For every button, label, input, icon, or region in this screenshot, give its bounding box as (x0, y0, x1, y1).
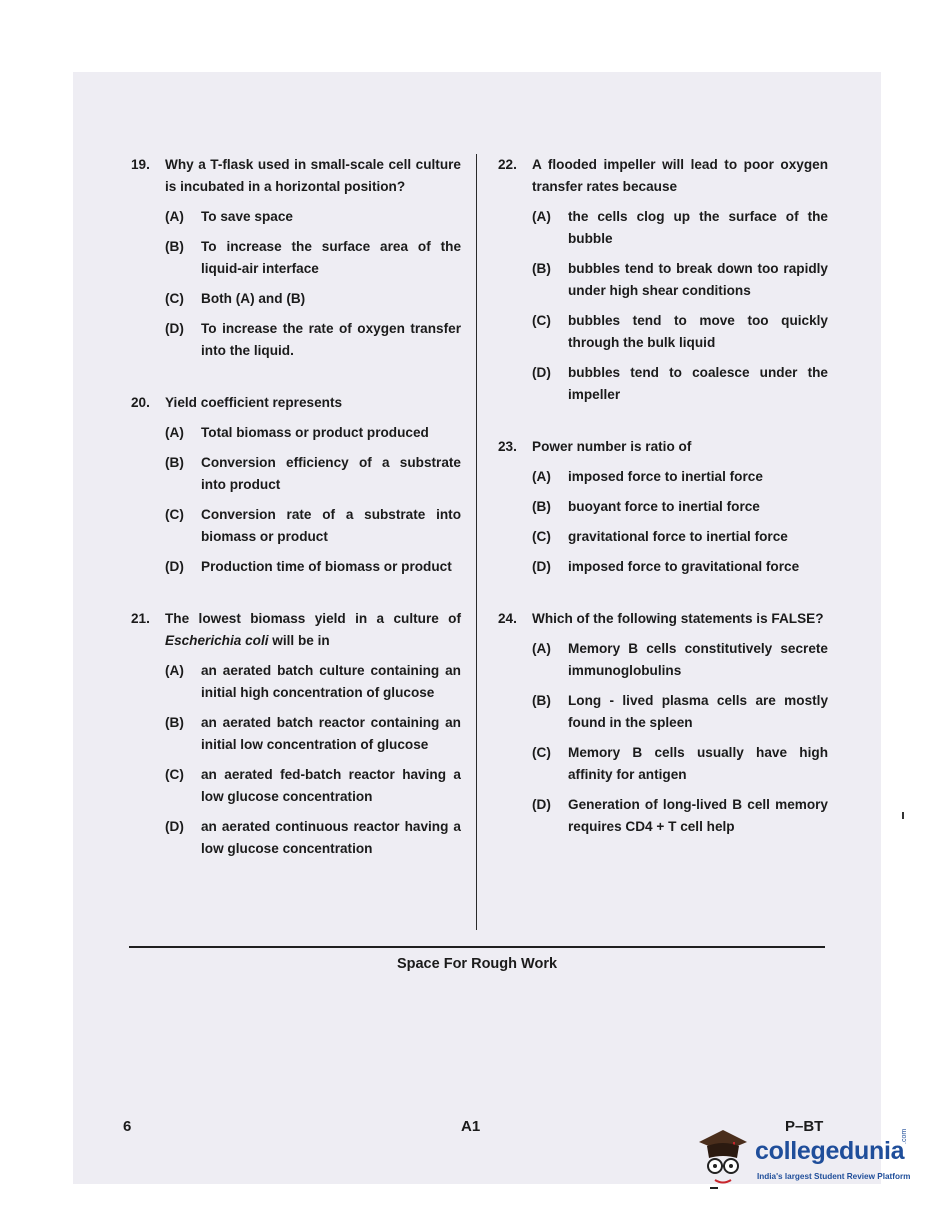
option-letter: (C) (532, 529, 551, 544)
option-text: Long - lived plasma cells are mostly found in the spleen (568, 693, 828, 730)
option-text: Conversion rate of a substrate into biomass or product (201, 507, 461, 544)
question-24 (498, 608, 828, 838)
option-letter: (B) (532, 499, 551, 514)
option-text: To increase the surface area of the liquid-air interface (201, 239, 461, 276)
logo-wordmark: collegedunia (755, 1137, 905, 1165)
option-letter: (B) (165, 455, 184, 470)
option-text: Memory B cells constitutively secrete immunoglobulins (568, 641, 828, 678)
question-19 (131, 154, 461, 362)
option-letter: (A) (165, 209, 184, 224)
option (165, 660, 461, 704)
option-letter: (A) (532, 641, 551, 656)
option (532, 638, 828, 682)
option-letter: (D) (165, 321, 184, 336)
option-letter: (B) (532, 261, 551, 276)
question-number: 23. (498, 439, 517, 454)
option-letter: (B) (532, 693, 551, 708)
option (532, 466, 828, 488)
margin-mark (902, 812, 904, 819)
option (165, 288, 461, 310)
option-text: To save space (201, 209, 293, 224)
paper-code: P–BT (785, 1118, 824, 1135)
option-letter: (C) (165, 507, 184, 522)
option (532, 742, 828, 786)
question-text: Yield coefficient represents (165, 395, 343, 410)
question-text: Which of the following statements is FALSE? (532, 611, 824, 626)
question-number: 22. (498, 157, 517, 172)
option-letter: (D) (165, 819, 184, 834)
booklet-set: A1 (461, 1118, 481, 1135)
question-23 (498, 436, 828, 578)
option (532, 556, 828, 578)
option-letter: (D) (165, 559, 184, 574)
option-letter: (A) (532, 209, 551, 224)
logo-tagline: India's largest Student Review Platform (757, 1172, 911, 1181)
page-number: 6 (123, 1118, 132, 1135)
option (532, 690, 828, 734)
option-text: Total biomass or product produced (201, 425, 429, 440)
option (532, 362, 828, 406)
question-text: Why a T-flask used in small-scale cell culture is incubated in a horizontal position? (165, 157, 461, 194)
option-text: Production time of biomass or product (201, 559, 452, 574)
option-text: Both (A) and (B) (201, 291, 306, 306)
option (165, 712, 461, 756)
option (165, 556, 461, 578)
option-letter: (A) (165, 663, 184, 678)
option-text: Generation of long-lived B cell memory requires CD4 + T cell help (568, 797, 828, 834)
question-number: 24. (498, 611, 517, 626)
option-text: imposed force to inertial force (568, 469, 763, 484)
option (532, 206, 828, 250)
option (532, 310, 828, 354)
option-letter: (C) (165, 291, 184, 306)
option-letter: (D) (532, 797, 551, 812)
mascot-icon (697, 1128, 749, 1188)
option (532, 496, 828, 518)
question-22 (498, 154, 828, 406)
option (165, 452, 461, 496)
logo-domain: .com (901, 1128, 908, 1144)
option-letter: (A) (532, 469, 551, 484)
left-column (131, 154, 461, 860)
option-letter: (B) (165, 239, 184, 254)
option-text: the cells clog up the surface of the bubble (568, 209, 828, 246)
scan-mark (710, 1187, 718, 1189)
option-text: buoyant force to inertial force (568, 499, 760, 514)
option-letter: (D) (532, 365, 551, 380)
option-text: To increase the rate of oxygen transfer into the liquid. (201, 321, 461, 358)
question-text: The lowest biomass yield in a culture of Escherichia coli will be in (165, 611, 461, 648)
option (165, 504, 461, 548)
option-text: imposed force to gravitational force (568, 559, 800, 574)
option-letter: (C) (532, 745, 551, 760)
question-number: 21. (131, 611, 150, 626)
option (165, 318, 461, 362)
collegedunia-logo (697, 1128, 927, 1192)
section-rule (129, 946, 825, 948)
option (532, 794, 828, 838)
option-text: gravitational force to inertial force (568, 529, 788, 544)
exam-page (73, 72, 881, 1184)
option-text: an aerated fed-batch reactor having a low glucose concentration (201, 767, 461, 804)
option (165, 422, 461, 444)
option (165, 816, 461, 860)
option-text: Conversion efficiency of a substrate into product (201, 455, 461, 492)
question-number: 20. (131, 395, 150, 410)
option (165, 236, 461, 280)
option-text: an aerated batch reactor containing an initial low concentration of glucose (201, 715, 461, 752)
option-text: an aerated continuous reactor having a low glucose concentration (201, 819, 461, 856)
option-text: bubbles tend to coalesce under the impeller (568, 365, 828, 402)
option-letter: (C) (532, 313, 551, 328)
option-text: Memory B cells usually have high affinity for antigen (568, 745, 828, 782)
option-text: bubbles tend to break down too rapidly under high shear conditions (568, 261, 828, 298)
option-letter: (A) (165, 425, 184, 440)
question-text: Power number is ratio of (532, 439, 692, 454)
option (532, 526, 828, 548)
right-column (498, 154, 828, 838)
option-letter: (C) (165, 767, 184, 782)
option-letter: (D) (532, 559, 551, 574)
option (532, 258, 828, 302)
column-divider (476, 154, 477, 930)
option-text: bubbles tend to move too quickly through the bulk liquid (568, 313, 828, 350)
option (165, 764, 461, 808)
question-number: 19. (131, 157, 150, 172)
option-letter: (B) (165, 715, 184, 730)
rough-work-heading: Space For Rough Work (396, 956, 558, 972)
question-text: A flooded impeller will lead to poor oxygen transfer rates because (532, 157, 828, 194)
option-text: an aerated batch culture containing an initial high concentration of glucose (201, 663, 461, 700)
question-21 (131, 608, 461, 860)
question-20 (131, 392, 461, 578)
option (165, 206, 461, 228)
